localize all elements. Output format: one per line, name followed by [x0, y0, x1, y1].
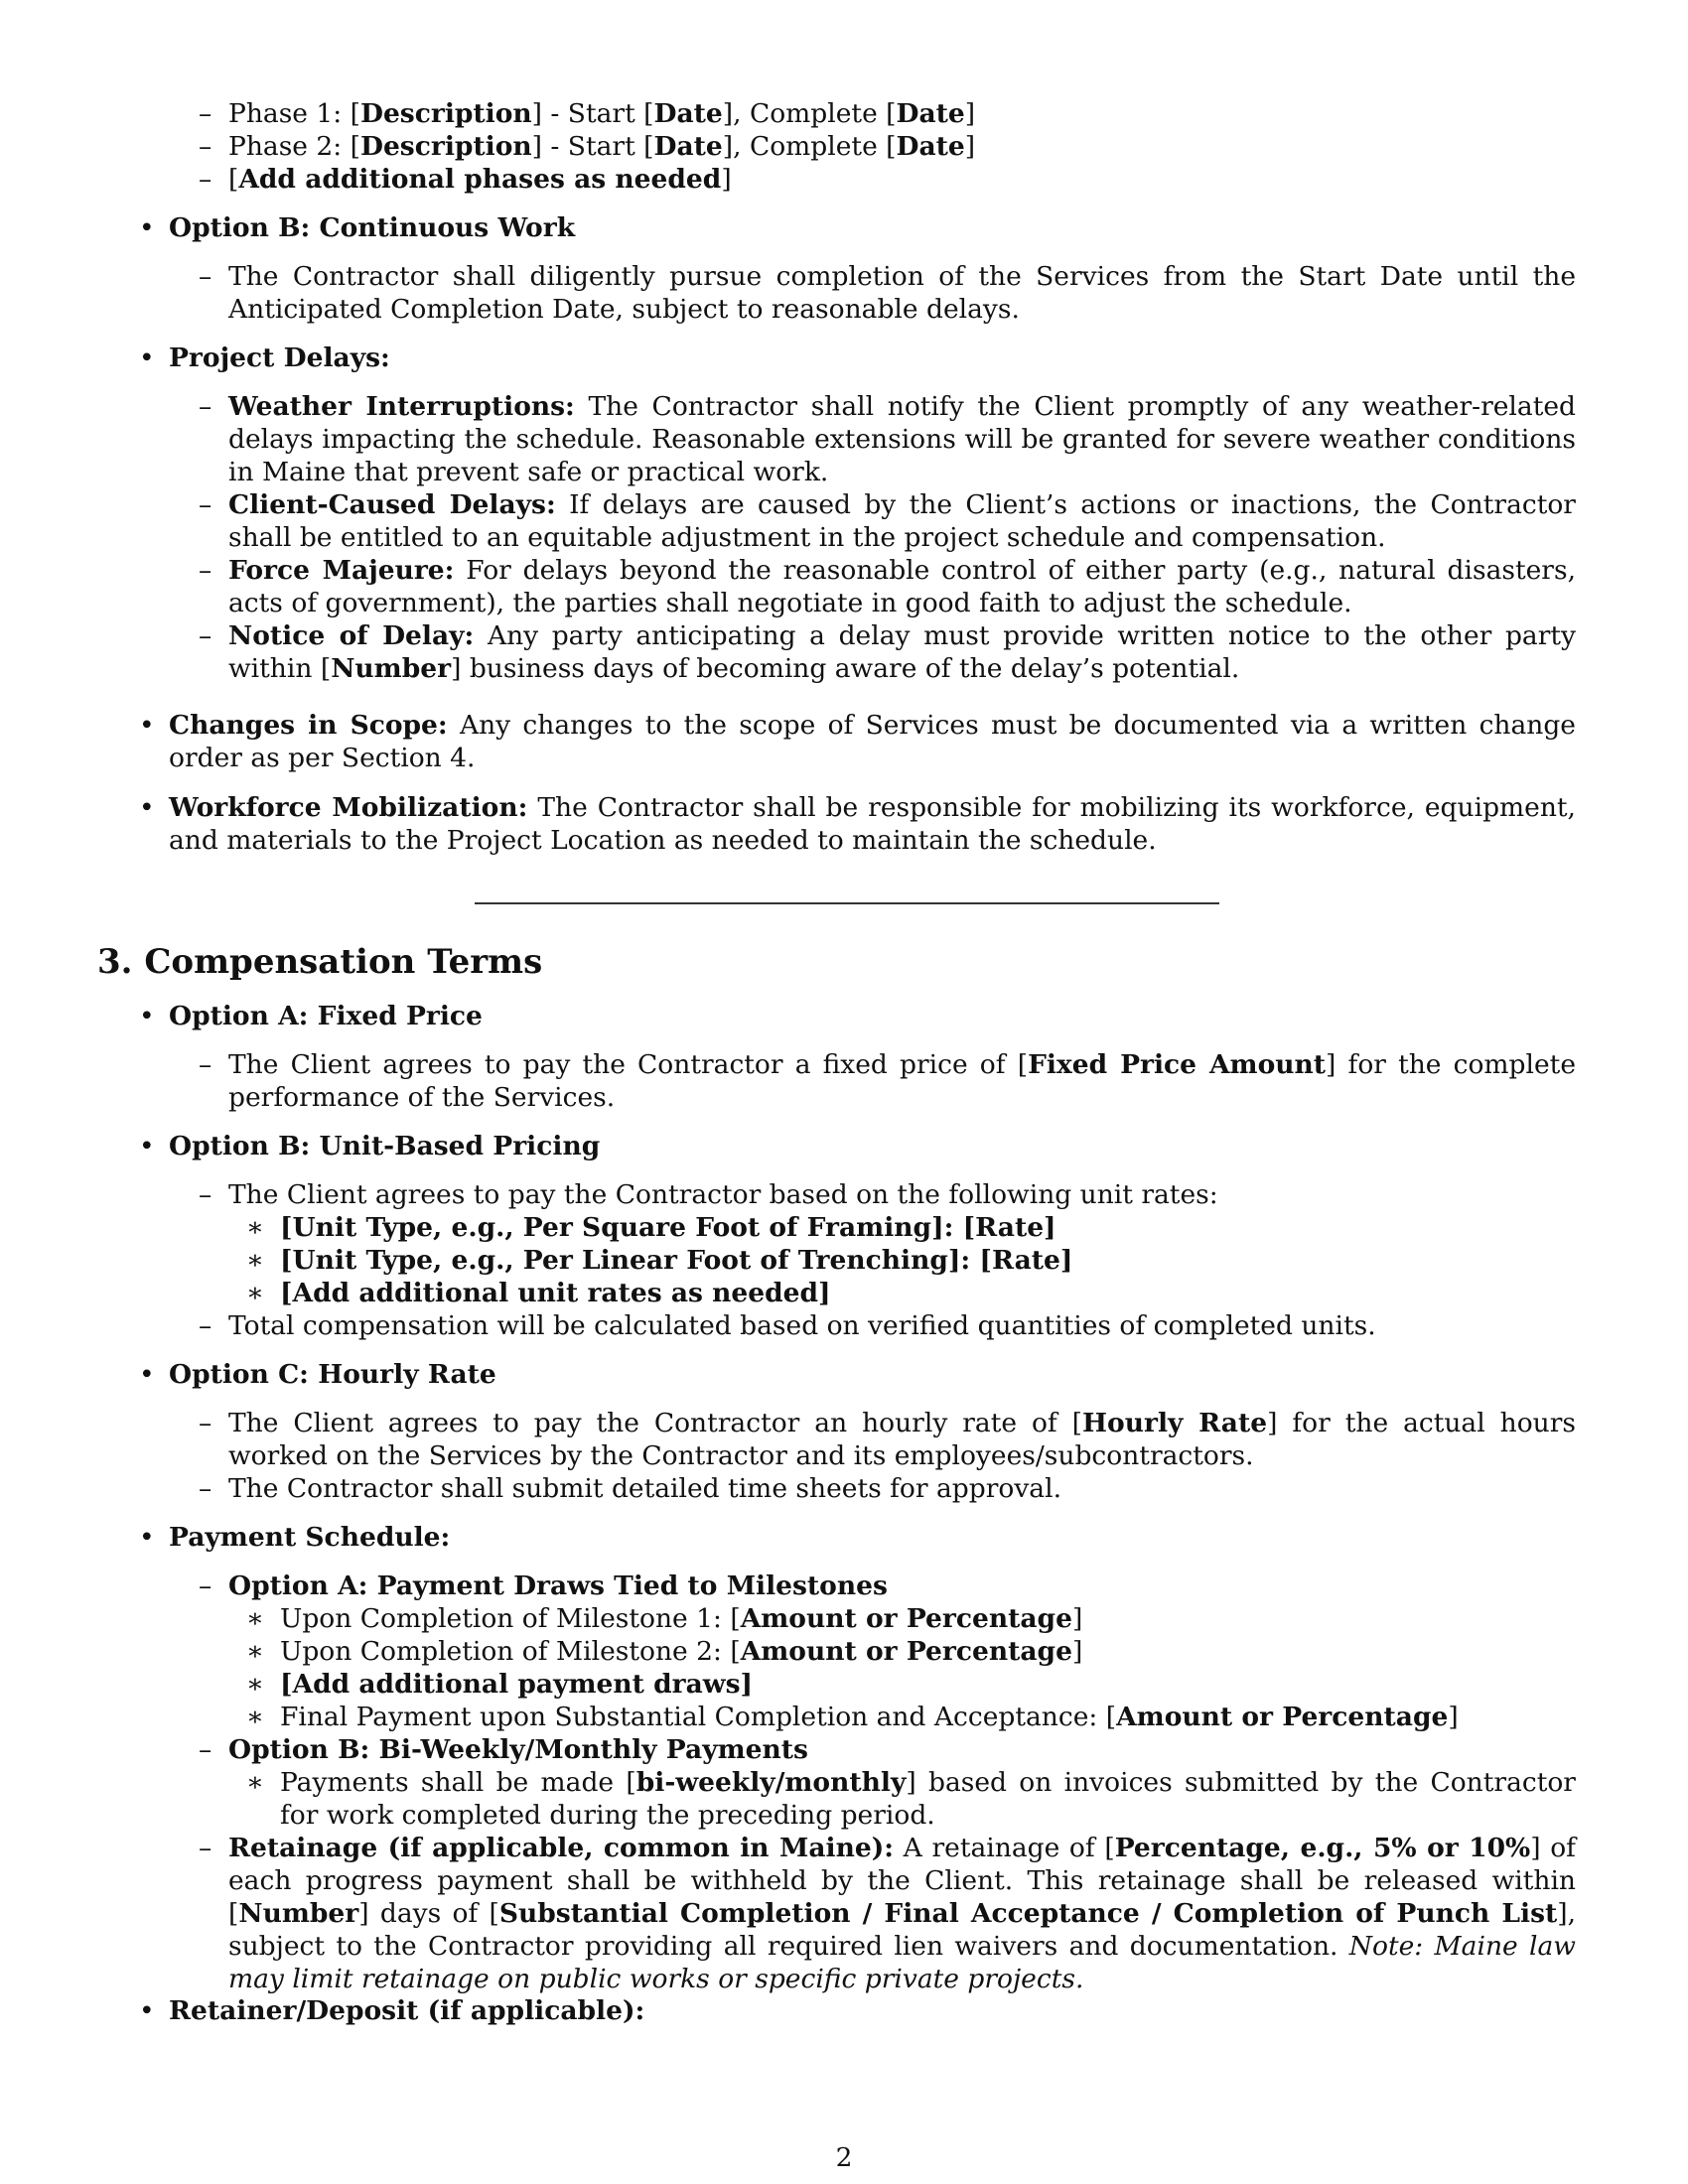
- dash-marker: –: [199, 1473, 212, 1504]
- option-a-fixed-price-text: The Client agrees to pay the Contractor a fixed price of [Fixed Price Amount] for the complete performance of the Services.: [228, 1049, 1576, 1113]
- option-b-unit-pricing-intro: The Client agrees to pay the Contractor based on the following unit rates:: [228, 1179, 1218, 1210]
- bullet-marker: •: [139, 1001, 155, 1031]
- option-b-unit-pricing-title: Option B: Unit-Based Pricing: [169, 1131, 601, 1161]
- unit-rate-item: [Unit Type, e.g., Per Square Foot of Framing]: [Rate]: [280, 1212, 1056, 1243]
- bullet-marker: •: [139, 212, 155, 243]
- option-c-hourly-text: The Client agrees to pay the Contractor an hourly rate of [Hourly Rate] for the actual hours worked on the Services by the Contractor and its employees/subcontractors.: [228, 1408, 1576, 1471]
- weather-interruptions-item: Weather Interruptions: The Contractor shall notify the Client promptly of any weather-related delays impacting the schedule. Reasonable extensions will be granted for severe weather conditions in Maine that prevent safe or practical work.: [228, 391, 1576, 487]
- project-delays-title: Project Delays:: [169, 342, 390, 373]
- option-b-continuous-title: Option B: Continuous Work: [169, 212, 576, 243]
- asterisk-marker: ∗: [246, 1767, 265, 1798]
- payment-option-b-title: Option B: Bi-Weekly/Monthly Payments: [228, 1734, 808, 1765]
- dash-marker: –: [199, 1833, 212, 1863]
- option-a-fixed-price-title: Option A: Fixed Price: [169, 1001, 483, 1031]
- dash-marker: –: [199, 489, 212, 520]
- phase-1-item: Phase 1: [Description] - Start [Date], Complete [Date]: [228, 98, 976, 129]
- notice-of-delay-item: Notice of Delay: Any party anticipating a delay must provide written notice to the other party within [Number] business days of becoming aware of the delay’s potential.: [228, 620, 1576, 684]
- section-divider: [475, 902, 1219, 904]
- dash-marker: –: [199, 164, 212, 195]
- dash-marker: –: [199, 131, 212, 162]
- payment-option-b-text: Payments shall be made [bi-weekly/monthly] based on invoices submitted by the Contractor for work completed during the preceding period.: [280, 1767, 1576, 1831]
- dash-marker: –: [199, 1734, 212, 1765]
- bullet-marker: •: [139, 710, 155, 741]
- retainage-item: Retainage (if applicable, common in Maine): A retainage of [Percentage, e.g., 5% or 10%] of each progress payment shall be withheld by the Client. This retainage shall be released within [Number] days of [Substantial Completion / Final Acceptance / Completion of Punch List], subject to the Contractor providing all required lien waivers and documentation. Note: Maine law may limit retainage on public works or specific private projects.: [228, 1833, 1576, 1994]
- changes-in-scope-item: Changes in Scope: Any changes to the scope of Services must be documented via a written change order as per Section 4.: [169, 710, 1576, 773]
- page-number: 2: [835, 2142, 853, 2173]
- unit-rate-item: [Unit Type, e.g., Per Linear Foot of Trenching]: [Rate]: [280, 1245, 1073, 1276]
- asterisk-marker: ∗: [246, 1636, 265, 1667]
- payment-option-a-title: Option A: Payment Draws Tied to Milestones: [228, 1570, 888, 1601]
- dash-marker: –: [199, 1310, 212, 1341]
- phase-add-item: [Add additional phases as needed]: [228, 164, 732, 195]
- dash-marker: –: [199, 620, 212, 651]
- asterisk-marker: ∗: [246, 1702, 265, 1732]
- asterisk-marker: ∗: [246, 1245, 265, 1276]
- dash-marker: –: [199, 1570, 212, 1601]
- milestone-2-item: Upon Completion of Milestone 2: [Amount or Percentage]: [280, 1636, 1083, 1667]
- section-3-heading: 3. Compensation Terms: [97, 942, 543, 982]
- bullet-marker: •: [139, 792, 155, 823]
- option-b-total-text: Total compensation will be calculated based on verified quantities of completed units.: [228, 1310, 1376, 1341]
- payment-schedule-title: Payment Schedule:: [169, 1522, 451, 1553]
- option-b-continuous-text: The Contractor shall diligently pursue completion of the Services from the Start Date until the Anticipated Completion Date, subject to reasonable delays.: [228, 261, 1576, 325]
- option-c-timesheets-text: The Contractor shall submit detailed time sheets for approval.: [228, 1473, 1061, 1504]
- option-c-hourly-title: Option C: Hourly Rate: [169, 1359, 496, 1390]
- dash-marker: –: [199, 98, 212, 129]
- force-majeure-item: Force Majeure: For delays beyond the reasonable control of either party (e.g., natural disasters, acts of government), the parties shall negotiate in good faith to adjust the schedule.: [228, 555, 1576, 618]
- asterisk-marker: ∗: [246, 1603, 265, 1634]
- asterisk-marker: ∗: [246, 1278, 265, 1308]
- unit-rate-item: [Add additional unit rates as needed]: [280, 1278, 831, 1308]
- dash-marker: –: [199, 391, 212, 422]
- client-caused-delays-item: Client-Caused Delays: If delays are caused by the Client’s actions or inactions, the Contractor shall be entitled to an equitable adjustment in the project schedule and compensation.: [228, 489, 1576, 553]
- bullet-marker: •: [139, 1995, 155, 2026]
- milestone-1-item: Upon Completion of Milestone 1: [Amount or Percentage]: [280, 1603, 1083, 1634]
- bullet-marker: •: [139, 1131, 155, 1161]
- asterisk-marker: ∗: [246, 1212, 265, 1243]
- dash-marker: –: [199, 1179, 212, 1210]
- workforce-mobilization-item: Workforce Mobilization: The Contractor shall be responsible for mobilizing its workforce, equipment, and materials to the Project Location as needed to maintain the schedule.: [169, 792, 1576, 856]
- phase-2-item: Phase 2: [Description] - Start [Date], Complete [Date]: [228, 131, 976, 162]
- dash-marker: –: [199, 555, 212, 586]
- bullet-marker: •: [139, 1359, 155, 1390]
- dash-marker: –: [199, 1408, 212, 1438]
- bullet-marker: •: [139, 342, 155, 373]
- dash-marker: –: [199, 1049, 212, 1080]
- dash-marker: –: [199, 261, 212, 292]
- final-payment-item: Final Payment upon Substantial Completion and Acceptance: [Amount or Percentage]: [280, 1702, 1459, 1732]
- retainer-deposit-title: Retainer/Deposit (if applicable):: [169, 1995, 645, 2026]
- asterisk-marker: ∗: [246, 1669, 265, 1700]
- add-draws-item: [Add additional payment draws]: [280, 1669, 754, 1700]
- bullet-marker: •: [139, 1522, 155, 1553]
